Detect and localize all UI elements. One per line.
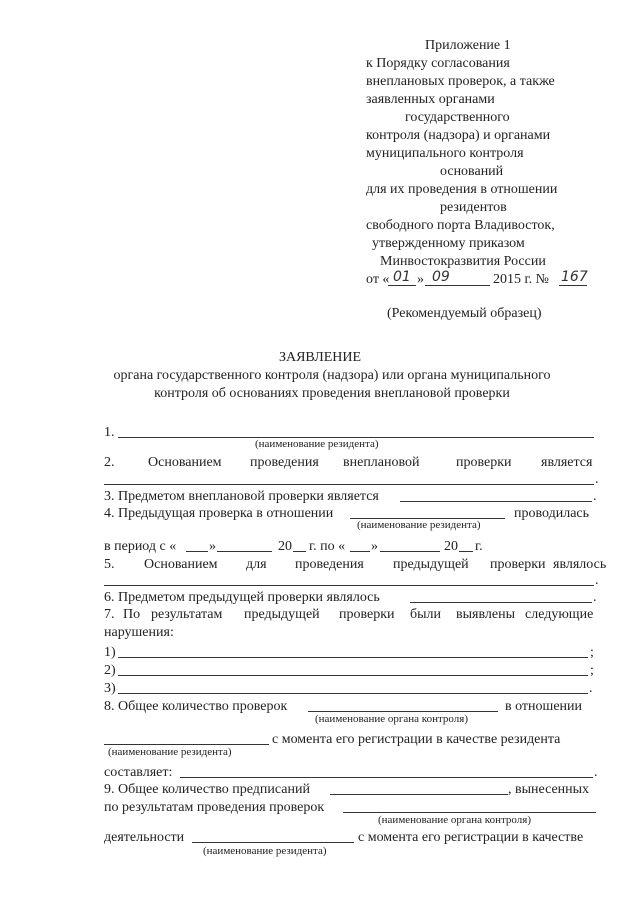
header-line: заявленных органами	[366, 92, 495, 107]
caption-resident-name: (наименование резидента)	[255, 438, 379, 450]
period-to-month-field[interactable]	[380, 551, 440, 552]
item-9-label: 9. Общее количество предписаний	[104, 782, 310, 797]
item-2-word: является	[541, 455, 593, 470]
caption-resident-name: (наименование резидента)	[108, 746, 232, 758]
item-3-field[interactable]	[400, 501, 592, 502]
item-9-line3-end: с момента его регистрации в качестве	[358, 830, 584, 845]
header-line: свободного порта Владивосток,	[366, 218, 555, 233]
item-6-field[interactable]	[410, 602, 592, 603]
header-line: государственного	[405, 110, 510, 125]
header-line: резидентов	[440, 200, 507, 215]
header-line: оснований	[440, 164, 504, 179]
period-quote: »	[371, 539, 378, 554]
period-mark: .	[593, 489, 597, 504]
item-4-label: 4. Предыдущая проверка в отношении	[104, 506, 334, 521]
item-9-end: , вынесенных	[508, 782, 590, 797]
header-line: муниципального контроля	[366, 146, 524, 161]
item-7-word: результатам	[151, 607, 223, 622]
item-2-word: проверки	[456, 455, 512, 470]
item-6-label: 6. Предметом предыдущей проверки являлось	[104, 590, 380, 605]
period-from-day-field[interactable]	[186, 551, 208, 552]
item-4-end: проводилась	[514, 506, 590, 521]
item-7-word: 7.	[104, 607, 115, 622]
item-2-number: 2.	[104, 455, 115, 470]
period-year-suffix: г.	[475, 539, 483, 554]
item-2-word: Основанием	[148, 455, 222, 470]
item-2-field[interactable]	[104, 484, 594, 485]
semicolon-mark: ;	[590, 645, 594, 660]
item-7-word: следующие	[525, 607, 594, 622]
item-8-resident-field[interactable]	[104, 744, 269, 745]
period-from-year-field[interactable]	[293, 551, 306, 552]
period-mark: .	[595, 472, 599, 487]
violation-1-number: 1)	[104, 645, 116, 660]
item-5-word: предыдущей	[393, 557, 469, 572]
item-9-count-field[interactable]	[330, 794, 508, 795]
item-8-total-field[interactable]	[180, 777, 593, 778]
period-mark: .	[593, 590, 597, 605]
item-5-word: проверки	[490, 557, 546, 572]
period-year-prefix: 20	[444, 539, 458, 554]
date-day-handwritten: 01	[393, 269, 411, 285]
semicolon-mark: ;	[590, 663, 594, 678]
caption-control-organ: (наименование органа контроля)	[378, 814, 531, 826]
order-number-handwritten: 167	[561, 269, 588, 285]
date-month-handwritten: 09	[432, 269, 450, 285]
item-7-word: проверки	[339, 607, 395, 622]
item-5-word: 5.	[104, 557, 115, 572]
item-8-count-field[interactable]	[308, 711, 498, 712]
item-9-line3-start: деятельности	[104, 830, 185, 845]
item-5-word: проведения	[295, 557, 364, 572]
item-9-organ-field[interactable]	[343, 812, 596, 813]
date-mid: »	[417, 272, 424, 287]
violation-3-field[interactable]	[118, 693, 588, 694]
caption-resident-name: (наименование резидента)	[357, 519, 481, 531]
violation-3-number: 3)	[104, 681, 116, 696]
period-mark: .	[595, 573, 599, 588]
item-2-word: проведения	[250, 455, 319, 470]
date-prefix: от «	[366, 272, 390, 287]
header-line: Приложение 1	[425, 38, 511, 53]
item-2-word: внеплановой	[343, 455, 420, 470]
item-7-word: выявлены	[456, 607, 515, 622]
date-year-text: 2015 г. №	[493, 272, 550, 287]
date-day-line	[388, 285, 416, 286]
item-5-word: для	[246, 557, 267, 572]
period-mark: .	[589, 681, 593, 696]
header-line: контроля (надзора) и органами	[366, 128, 551, 143]
item-5-field[interactable]	[104, 585, 594, 586]
recommended-sample: (Рекомендуемый образец)	[387, 306, 542, 321]
period-mark: .	[594, 765, 598, 780]
item-8-end: в отношении	[505, 699, 583, 714]
period-to-day-field[interactable]	[350, 551, 370, 552]
period-year-prefix: 20	[278, 539, 292, 554]
item-5-word: Основанием	[144, 557, 218, 572]
document-title: ЗАЯВЛЕНИЕ	[278, 350, 362, 365]
header-line: утвержденному приказом	[372, 236, 525, 251]
header-line: внеплановых проверок, а также	[366, 74, 555, 89]
caption-control-organ: (наименование органа контроля)	[315, 713, 468, 725]
period-quote: »	[209, 539, 216, 554]
period-to-year-field[interactable]	[459, 551, 473, 552]
period-from-month-field[interactable]	[217, 551, 272, 552]
period-to-label: г. по «	[309, 539, 346, 554]
document-subtitle-line2: контроля об основаниях проведения внеплановой проверки	[154, 386, 510, 401]
violation-1-field[interactable]	[118, 657, 588, 658]
item-7-line2: нарушения:	[104, 625, 174, 640]
item-7-word: были	[410, 607, 442, 622]
item-8-line3: составляет:	[104, 765, 173, 780]
violation-2-number: 2)	[104, 663, 116, 678]
caption-resident-name: (наименование резидента)	[203, 845, 327, 857]
item-3-label: 3. Предметом внеплановой проверки является	[104, 489, 379, 504]
item-5-word: являлось	[553, 557, 607, 572]
date-month-line	[425, 285, 490, 286]
item-7-word: По	[123, 607, 141, 622]
header-line: для их проведения в отношении	[366, 182, 558, 197]
period-label: в период с «	[104, 539, 177, 554]
item-8-label: 8. Общее количество проверок	[104, 699, 288, 714]
header-line: Минвостокразвития России	[380, 254, 546, 269]
order-number-line	[559, 285, 587, 286]
item-9-line2: по результатам проведения проверок	[104, 800, 325, 815]
item-8-line2-end: с момента его регистрации в качестве резидента	[272, 732, 561, 747]
violation-2-field[interactable]	[118, 675, 588, 676]
item-1-number: 1.	[104, 425, 115, 440]
item-7-word: предыдущей	[244, 607, 320, 622]
item-9-resident-field[interactable]	[192, 842, 354, 843]
header-line: к Порядку согласования	[366, 56, 510, 71]
document-subtitle-line1: органа государственного контроля (надзора) или органа муниципального	[113, 368, 551, 383]
